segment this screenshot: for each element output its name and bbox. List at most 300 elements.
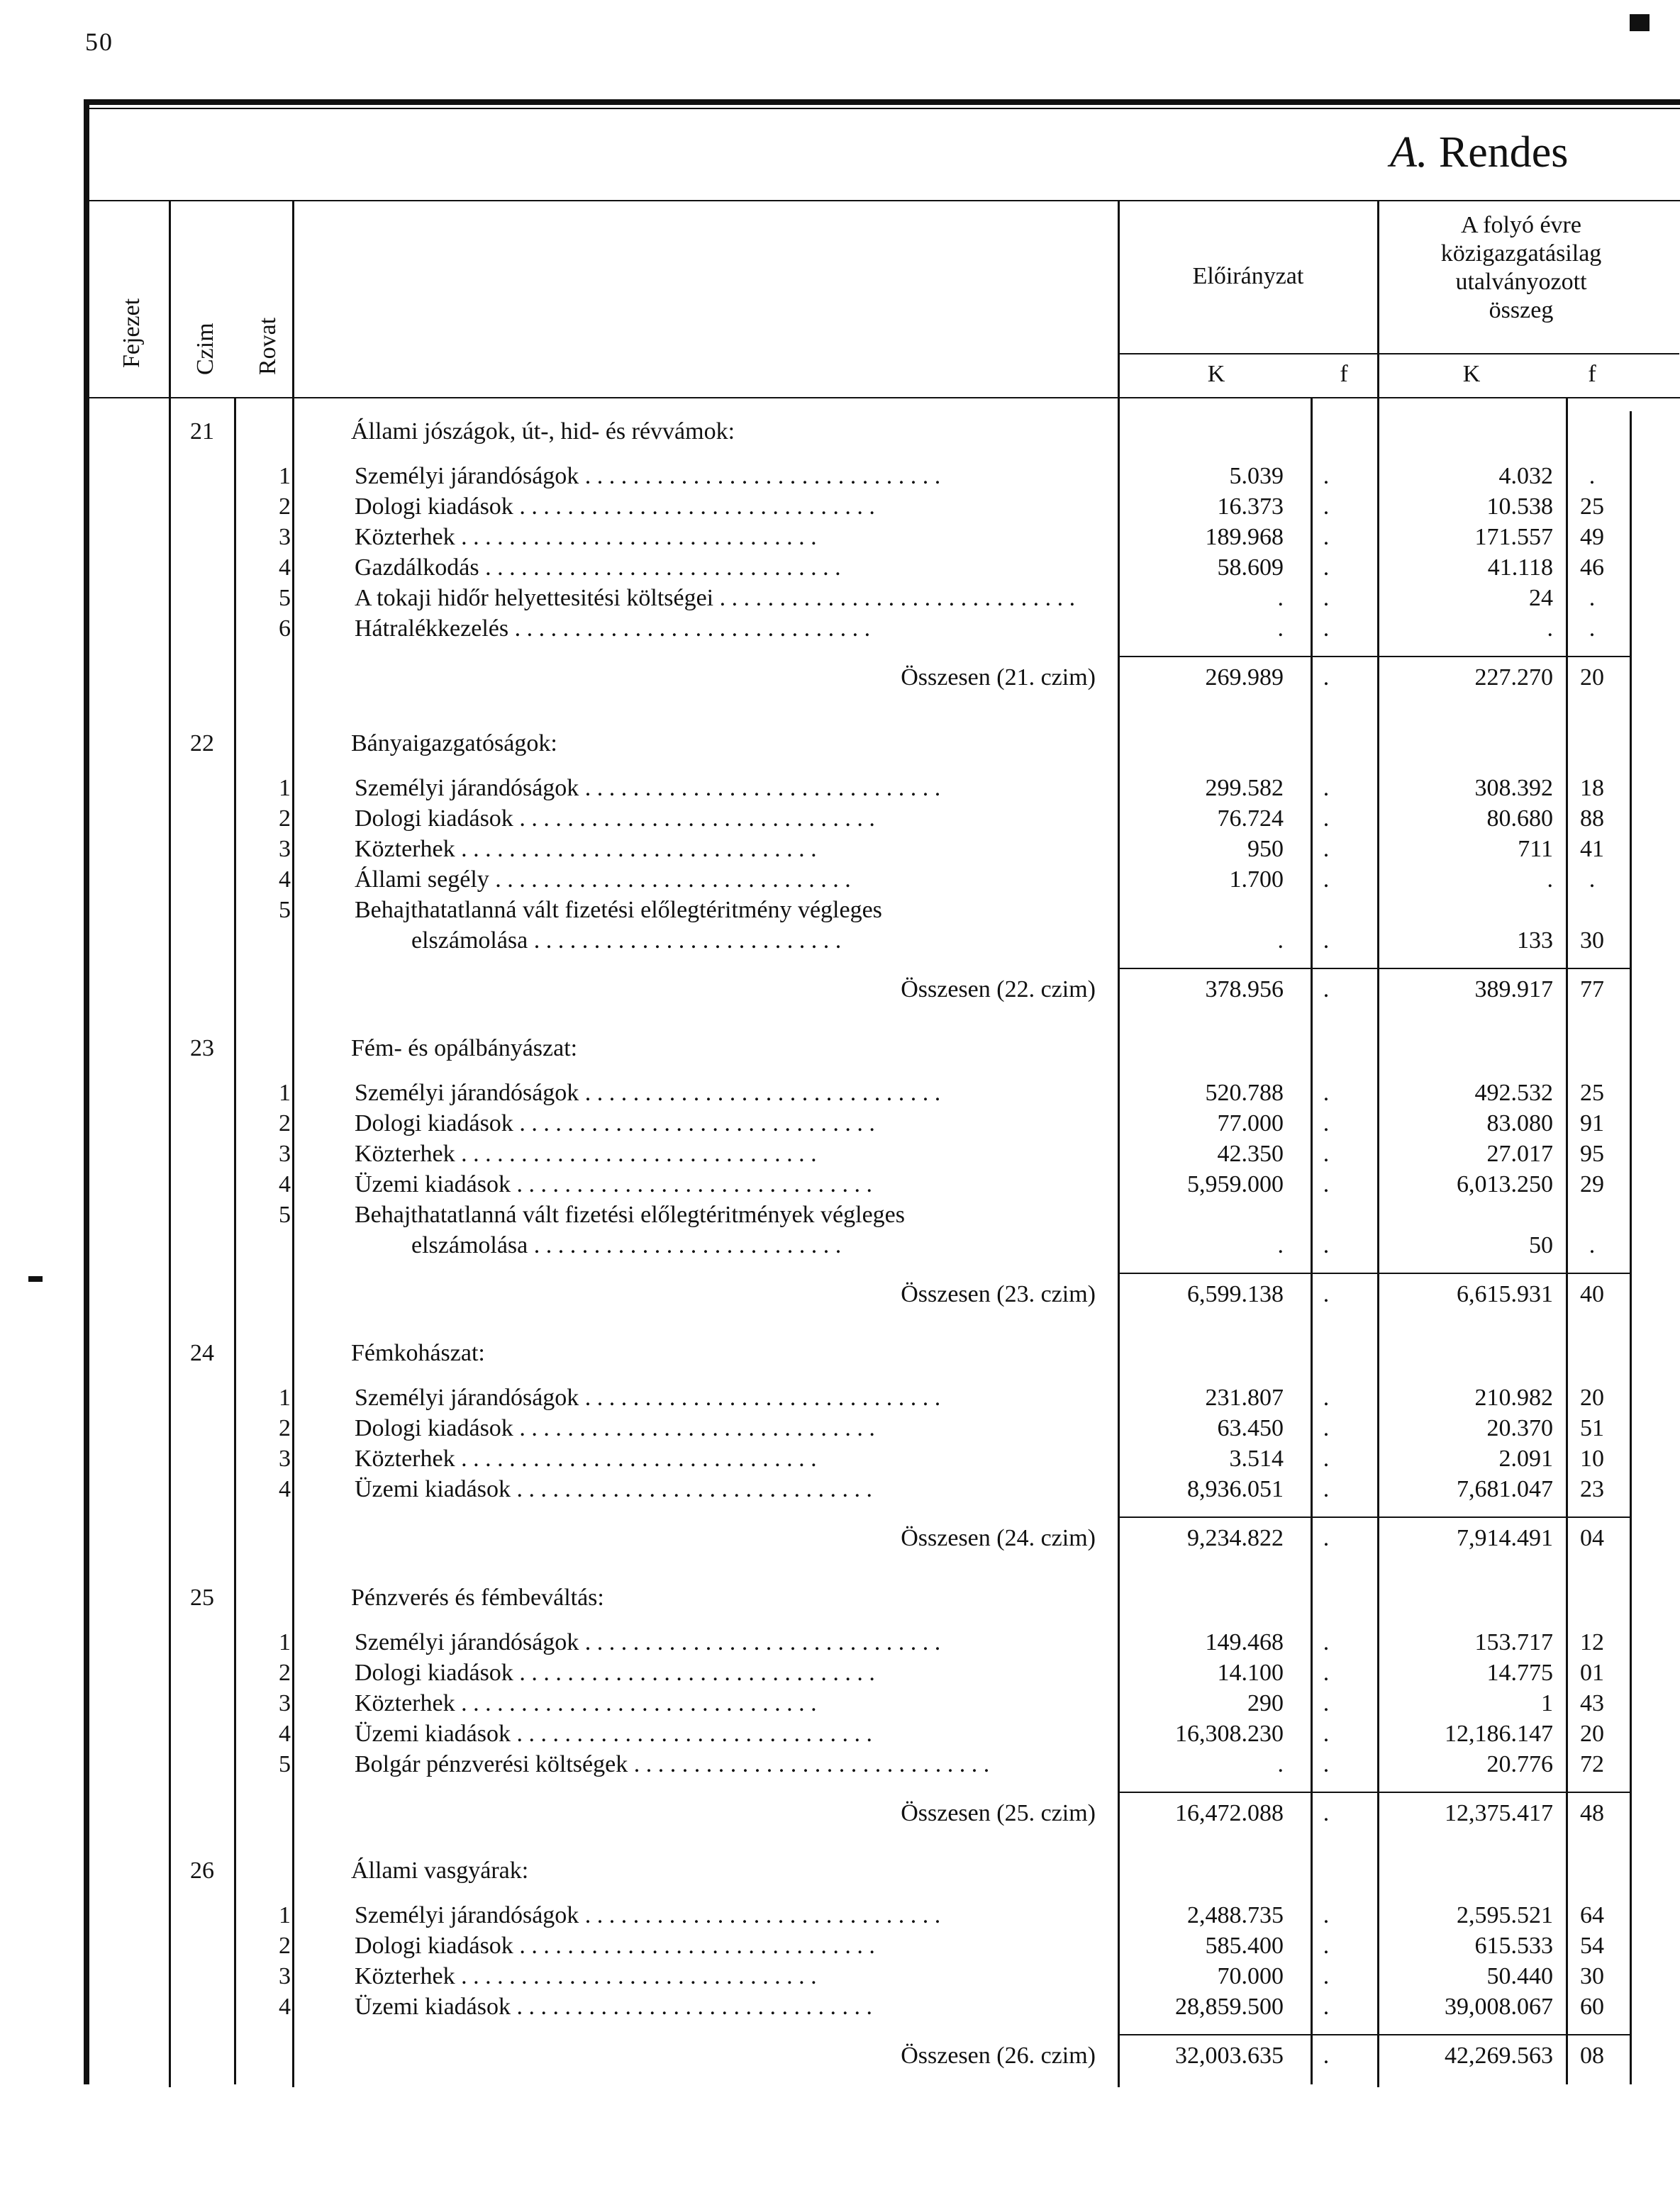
leader-dots: . . . . . . . . . . . . . . . . . . . . . . . . . . . . . .	[579, 1902, 941, 1928]
leader-dots: . . . . . . . . . . . . . . . . . . . . . . . . . . . . . .	[455, 1690, 817, 1716]
item-label	[355, 805, 1106, 832]
total-utalvanyozott-k: 389.917	[1474, 976, 1553, 1002]
utalvanyozott-k: 41.118	[1487, 554, 1553, 581]
subtotal-rule	[1119, 1516, 1630, 1518]
item-label-text: Üzemi kiadások	[355, 1171, 511, 1197]
utalvanyozott-k: 615.533	[1474, 1933, 1553, 1959]
section-title: Fémkohászat:	[351, 1340, 485, 1366]
utalvanyozott-f: 29	[1580, 1171, 1604, 1197]
header-kf-rule	[1119, 353, 1679, 354]
rovat-number: 5	[279, 1751, 291, 1777]
eloiranyzat-k: 58.609	[1217, 554, 1284, 581]
utalvanyozott-f: 88	[1580, 805, 1604, 832]
item-label-text: Közterhek	[355, 1963, 455, 1989]
title-rule	[89, 200, 1680, 201]
header-folyo-line2: közigazgatásilag	[1440, 240, 1602, 267]
total-eloiranyzat-k: 269.989	[1205, 664, 1284, 691]
leader-dots: . . . . . . . . . . . . . . . . . . . . . . . . . . . . . .	[455, 1141, 817, 1167]
utalvanyozott-f: 12	[1580, 1629, 1604, 1655]
leader-dots: . . . . . . . . . . . . . . . . . . . . . . . . . . . . . .	[511, 1476, 872, 1502]
item-label-text: Dologi kiadások	[355, 805, 513, 832]
item-label-text: Dologi kiadások	[355, 493, 513, 520]
eloiranyzat-k: 76.724	[1217, 805, 1284, 832]
rovat-number: 1	[279, 1629, 291, 1655]
leader-dots: . . . . . . . . . . . . . . . . . . . . . . . . . . . . . .	[489, 866, 851, 893]
eloiranyzat-f: .	[1323, 805, 1330, 832]
utalvanyozott-k: 6,013.250	[1457, 1171, 1553, 1197]
eloiranyzat-f: .	[1323, 1721, 1330, 1747]
header-folyo-line4: összeg	[1489, 297, 1554, 323]
leader-dots: . . . . . . . . . . . . . . . . . . . . . . . . . . . . . .	[511, 1721, 872, 1747]
item-label	[355, 1933, 1106, 1960]
utalvanyozott-k: 24	[1529, 585, 1553, 611]
leader-dots: . . . . . . . . . . . . . . . . . . . . . . . . . . . . . .	[579, 775, 941, 801]
item-label-text: Üzemi kiadások	[355, 1476, 511, 1502]
rovat-number: 1	[279, 1385, 291, 1411]
utalvanyozott-f: 25	[1580, 493, 1604, 520]
item-label	[355, 1385, 1106, 1412]
corner-mark	[1630, 14, 1650, 31]
total-eloiranyzat-k: 9,234.822	[1187, 1525, 1284, 1551]
header-fejezet: Fejezet	[118, 298, 145, 368]
item-label-text: A tokaji hidőr helyettesitési költségei	[355, 585, 714, 611]
table-row	[0, 1385, 1680, 1414]
eloiranyzat-k: 77.000	[1217, 1110, 1284, 1136]
utalvanyozott-f: 30	[1580, 1963, 1604, 1989]
table-row	[0, 1415, 1680, 1445]
rovat-number: 2	[279, 493, 291, 520]
czim-number: 25	[190, 1585, 214, 1611]
total-eloiranyzat-f: .	[1323, 664, 1330, 691]
utalvanyozott-k: 50.440	[1486, 1963, 1553, 1989]
eloiranyzat-k: 520.788	[1205, 1080, 1284, 1106]
total-utalvanyozott-f: 77	[1580, 976, 1604, 1002]
table-row	[0, 775, 1680, 805]
eloiranyzat-k: .	[1277, 1751, 1284, 1777]
item-label-text: Dologi kiadások	[355, 1110, 513, 1136]
item-label	[355, 1141, 1106, 1168]
leader-dots: . . . . . . . . . . . . . . . . . . . . . . . . . .	[528, 927, 842, 954]
item-label-text: Gazdálkodás	[355, 554, 479, 581]
total-eloiranyzat-f: .	[1323, 1281, 1330, 1307]
utalvanyozott-k: 10.538	[1486, 493, 1553, 520]
leader-dots: . . . . . . . . . . . . . . . . . . . . . . . . . . . . . .	[513, 493, 875, 520]
utalvanyozott-f: .	[1589, 585, 1596, 611]
subtotal-rule	[1119, 1273, 1630, 1274]
total-eloiranyzat-k: 6,599.138	[1187, 1281, 1284, 1307]
item-label-text: Behajthatatlanná vált fizetési előlegtéritmény végleges	[355, 897, 882, 923]
eloiranyzat-k: 189.968	[1205, 524, 1284, 550]
rovat-number: 3	[279, 1690, 291, 1716]
table-row	[0, 1629, 1680, 1659]
eloiranyzat-f: .	[1323, 615, 1330, 642]
utalvanyozott-f: 23	[1580, 1476, 1604, 1502]
utalvanyozott-k: 20.776	[1486, 1751, 1553, 1777]
total-utalvanyozott-k: 7,914.491	[1457, 1525, 1553, 1551]
total-label: Összesen (22. czim)	[901, 976, 1096, 1002]
eloiranyzat-f: .	[1323, 585, 1330, 611]
item-label	[355, 463, 1106, 490]
item-label	[355, 1902, 1106, 1929]
table-row	[0, 463, 1680, 493]
table-row	[0, 1690, 1680, 1720]
item-label	[355, 1476, 1106, 1503]
czim-number: 22	[190, 730, 214, 756]
item-label-text: Közterhek	[355, 836, 455, 862]
section-title: Bányaigazgatóságok:	[351, 730, 557, 756]
utalvanyozott-k: 20.370	[1486, 1415, 1553, 1441]
header-bottom-rule	[89, 397, 1680, 398]
header-rovat: Rovat	[255, 317, 281, 375]
utalvanyozott-f: 41	[1580, 836, 1604, 862]
utalvanyozott-k: 39,008.067	[1445, 1994, 1553, 2020]
utalvanyozott-f: 49	[1580, 524, 1604, 550]
section-heading-row	[0, 1858, 1680, 1887]
header-czim: Czim	[192, 323, 218, 375]
item-label-text: Közterhek	[355, 524, 455, 550]
item-label-text: Dologi kiadások	[355, 1660, 513, 1686]
eloiranyzat-f: .	[1323, 1080, 1330, 1106]
utalvanyozott-k: 2.091	[1498, 1446, 1553, 1472]
total-row	[0, 1525, 1680, 1555]
section-title: Állami vasgyárak:	[351, 1858, 529, 1884]
eloiranyzat-f: .	[1323, 1690, 1330, 1716]
eloiranyzat-f: .	[1323, 1385, 1330, 1411]
eloiranyzat-k: 2,488.735	[1187, 1902, 1284, 1928]
total-label: Összesen (23. czim)	[901, 1281, 1096, 1307]
item-label-text: elszámolása	[411, 1232, 528, 1258]
utalvanyozott-k: 2,595.521	[1457, 1902, 1553, 1928]
item-label	[355, 1415, 1106, 1442]
rovat-number: 3	[279, 1141, 291, 1167]
rovat-number: 2	[279, 805, 291, 832]
eloiranyzat-k: 299.582	[1205, 775, 1284, 801]
eloiranyzat-k: 28,859.500	[1175, 1994, 1284, 2020]
table-row	[0, 585, 1680, 615]
total-utalvanyozott-f: 40	[1580, 1281, 1604, 1307]
total-label: Összesen (24. czim)	[901, 1525, 1096, 1551]
item-label	[355, 1690, 1106, 1717]
utalvanyozott-k: .	[1547, 866, 1553, 893]
header-folyo-line1: A folyó évre	[1461, 212, 1581, 238]
item-label	[355, 493, 1106, 520]
total-eloiranyzat-k: 378.956	[1205, 976, 1284, 1002]
eloiranyzat-k: .	[1277, 927, 1284, 954]
utalvanyozott-f: 43	[1580, 1690, 1604, 1716]
rovat-number: 6	[279, 615, 291, 642]
rovat-number: 4	[279, 1994, 291, 2020]
eloiranyzat-k: 8,936.051	[1187, 1476, 1284, 1502]
total-eloiranyzat-f: .	[1323, 1800, 1330, 1826]
eloiranyzat-f: .	[1323, 1415, 1330, 1441]
eloiranyzat-f: .	[1323, 1141, 1330, 1167]
utalvanyozott-k: 12,186.147	[1445, 1721, 1553, 1747]
header-f2: f	[1588, 361, 1596, 387]
eloiranyzat-f: .	[1323, 1660, 1330, 1686]
total-utalvanyozott-k: 227.270	[1474, 664, 1553, 691]
table-row	[0, 1994, 1680, 2023]
utalvanyozott-k: 14.775	[1486, 1660, 1553, 1686]
leader-dots: . . . . . . . . . . . . . . . . . . . . . . . . . . . . . .	[579, 463, 941, 489]
utalvanyozott-f: 30	[1580, 927, 1604, 954]
total-row	[0, 2043, 1680, 2072]
section-heading-row	[0, 1340, 1680, 1370]
utalvanyozott-k: 492.532	[1474, 1080, 1553, 1106]
table-row	[0, 554, 1680, 584]
rovat-number: 3	[279, 1446, 291, 1472]
total-utalvanyozott-f: 04	[1580, 1525, 1604, 1551]
eloiranyzat-f: .	[1323, 1902, 1330, 1928]
total-utalvanyozott-f: 48	[1580, 1800, 1604, 1826]
subtotal-rule	[1119, 968, 1630, 969]
eloiranyzat-f: .	[1323, 1994, 1330, 2020]
table-row	[0, 1963, 1680, 1993]
rovat-number: 1	[279, 1902, 291, 1928]
eloiranyzat-k: 63.450	[1217, 1415, 1284, 1441]
leader-dots: . . . . . . . . . . . . . . . . . . . . . . . . . . . . . .	[511, 1171, 872, 1197]
section-heading-row	[0, 418, 1680, 448]
rovat-number: 4	[279, 1721, 291, 1747]
item-label	[355, 836, 1106, 863]
item-label-text: Személyi járandóságok	[355, 1385, 579, 1411]
utalvanyozott-f: 95	[1580, 1141, 1604, 1167]
total-eloiranyzat-k: 16,472.088	[1175, 1800, 1284, 1826]
utalvanyozott-k: 83.080	[1486, 1110, 1553, 1136]
leader-dots: . . . . . . . . . . . . . . . . . . . . . . . . . . . . . .	[479, 554, 841, 581]
table-row	[0, 1141, 1680, 1171]
item-label-text: Személyi járandóságok	[355, 1629, 579, 1655]
total-row	[0, 976, 1680, 1006]
total-utalvanyozott-f: 08	[1580, 2043, 1604, 2069]
item-label-text: Állami segély	[355, 866, 489, 893]
eloiranyzat-f: .	[1323, 1476, 1330, 1502]
eloiranyzat-k: 14.100	[1217, 1660, 1284, 1686]
eloiranyzat-f: .	[1323, 866, 1330, 893]
rovat-number: 5	[279, 897, 291, 923]
section-title: Állami jószágok, út-, hid- és révvámok:	[351, 418, 735, 445]
item-label-cont	[411, 1232, 1106, 1259]
item-label	[355, 585, 1106, 612]
total-utalvanyozott-k: 6,615.931	[1457, 1281, 1553, 1307]
eloiranyzat-k: .	[1277, 615, 1284, 642]
utalvanyozott-f: .	[1589, 615, 1596, 642]
total-row	[0, 1281, 1680, 1311]
utalvanyozott-f: 60	[1580, 1994, 1604, 2020]
subtotal-rule	[1119, 1792, 1630, 1793]
table-row	[0, 897, 1680, 927]
leader-dots: . . . . . . . . . . . . . . . . . . . . . . . . . . . . . .	[513, 1415, 875, 1441]
utalvanyozott-k: 171.557	[1474, 524, 1553, 550]
eloiranyzat-k: 5.039	[1229, 463, 1284, 489]
eloiranyzat-k: 16.373	[1217, 493, 1284, 520]
rovat-number: 3	[279, 524, 291, 550]
total-row	[0, 664, 1680, 694]
utalvanyozott-f: 25	[1580, 1080, 1604, 1106]
eloiranyzat-k: 290	[1247, 1690, 1284, 1716]
table-row	[0, 1721, 1680, 1750]
rovat-number: 2	[279, 1660, 291, 1686]
eloiranyzat-k: 149.468	[1205, 1629, 1284, 1655]
czim-number: 21	[190, 418, 214, 445]
table-row	[0, 615, 1680, 645]
item-label-text: elszámolása	[411, 927, 528, 954]
eloiranyzat-k: 950	[1247, 836, 1284, 862]
table-row	[0, 1476, 1680, 1506]
eloiranyzat-f: .	[1323, 1446, 1330, 1472]
leader-dots: . . . . . . . . . . . . . . . . . . . . . . . . . . . . . .	[513, 1660, 875, 1686]
section-heading-row	[0, 1585, 1680, 1614]
utalvanyozott-f: 20	[1580, 1721, 1604, 1747]
table-row	[0, 1660, 1680, 1689]
item-label	[355, 897, 882, 924]
eloiranyzat-k: 1.700	[1229, 866, 1284, 893]
eloiranyzat-f: .	[1323, 836, 1330, 862]
item-label	[355, 1629, 1106, 1656]
rovat-number: 5	[279, 1202, 291, 1228]
item-label-text: Közterhek	[355, 1446, 455, 1472]
table-row	[0, 1171, 1680, 1201]
leader-dots: . . . . . . . . . . . . . . . . . . . . . . . . . . . . . .	[455, 524, 817, 550]
rovat-number: 1	[279, 775, 291, 801]
title-letter: A.	[1390, 128, 1428, 177]
table-row	[0, 836, 1680, 866]
leader-dots: . . . . . . . . . . . . . . . . . . . . . . . . . . . . . .	[455, 836, 817, 862]
item-label-text: Behajthatatlanná vált fizetési előlegtéritmények végleges	[355, 1202, 906, 1228]
section-heading-row	[0, 1035, 1680, 1065]
eloiranyzat-k: 70.000	[1217, 1963, 1284, 1989]
eloiranyzat-k: 42.350	[1217, 1141, 1284, 1167]
utalvanyozott-f: .	[1589, 463, 1596, 489]
utalvanyozott-k: 27.017	[1486, 1141, 1553, 1167]
header-folyo-evre	[1379, 211, 1663, 325]
item-label	[355, 1202, 905, 1229]
eloiranyzat-k: 3.514	[1229, 1446, 1284, 1472]
utalvanyozott-k: 1	[1541, 1690, 1553, 1716]
utalvanyozott-f: 51	[1580, 1415, 1604, 1441]
rovat-number: 1	[279, 463, 291, 489]
rovat-number: 3	[279, 836, 291, 862]
leader-dots: . . . . . . . . . . . . . . . . . . . . . . . . . . . . . .	[513, 805, 875, 832]
czim-number: 26	[190, 1858, 214, 1884]
item-label-text: Bolgár pénzverési költségek	[355, 1751, 628, 1777]
total-eloiranyzat-f: .	[1323, 976, 1330, 1002]
table-row	[0, 1902, 1680, 1932]
leader-dots: . . . . . . . . . . . . . . . . . . . . . . . . . . . . . .	[713, 585, 1076, 611]
utalvanyozott-k: 153.717	[1474, 1629, 1553, 1655]
item-label	[355, 554, 1106, 581]
item-label-cont	[411, 927, 1106, 954]
utalvanyozott-k: 133	[1517, 927, 1553, 954]
rovat-number: 2	[279, 1110, 291, 1136]
utalvanyozott-k: 4.032	[1498, 463, 1553, 489]
subtotal-rule	[1119, 2034, 1630, 2035]
eloiranyzat-f: .	[1323, 554, 1330, 581]
frame-top-rule	[84, 99, 1680, 105]
total-label: Összesen (25. czim)	[901, 1800, 1096, 1826]
eloiranyzat-k: .	[1277, 1232, 1284, 1258]
table-row	[0, 524, 1680, 554]
total-eloiranyzat-f: .	[1323, 1525, 1330, 1551]
item-label-text: Közterhek	[355, 1141, 455, 1167]
eloiranyzat-f: .	[1323, 524, 1330, 550]
item-label-text: Hátralékkezelés	[355, 615, 509, 642]
leader-dots: . . . . . . . . . . . . . . . . . . . . . . . . . . . . . .	[455, 1446, 817, 1472]
header-k1: K	[1207, 361, 1225, 387]
item-label	[355, 1721, 1106, 1748]
utalvanyozott-k: 210.982	[1474, 1385, 1553, 1411]
eloiranyzat-f: .	[1323, 775, 1330, 801]
total-eloiranyzat-f: .	[1323, 2043, 1330, 2069]
utalvanyozott-f: 64	[1580, 1902, 1604, 1928]
item-label-text: Személyi járandóságok	[355, 775, 579, 801]
eloiranyzat-f: .	[1323, 1751, 1330, 1777]
utalvanyozott-f: 46	[1580, 554, 1604, 581]
leader-dots: . . . . . . . . . . . . . . . . . . . . . . . . . . . . . .	[508, 615, 871, 642]
title-word: Rendes	[1438, 128, 1569, 177]
table-row	[0, 805, 1680, 835]
utalvanyozott-f: 72	[1580, 1751, 1604, 1777]
utalvanyozott-k: .	[1547, 615, 1553, 642]
czim-number: 24	[190, 1340, 214, 1366]
utalvanyozott-f: 18	[1580, 775, 1604, 801]
table-row	[0, 866, 1680, 896]
item-label	[355, 1080, 1106, 1107]
leader-dots: . . . . . . . . . . . . . . . . . . . . . . . . . . . . . .	[513, 1110, 875, 1136]
eloiranyzat-f: .	[1323, 927, 1330, 954]
total-label: Összesen (21. czim)	[901, 664, 1096, 691]
eloiranyzat-k: .	[1277, 585, 1284, 611]
rovat-number: 4	[279, 866, 291, 893]
rovat-number: 2	[279, 1933, 291, 1959]
frame-top-rule-thin	[84, 108, 1680, 109]
utalvanyozott-f: .	[1589, 1232, 1596, 1258]
item-label	[355, 1171, 1106, 1198]
total-utalvanyozott-k: 12,375.417	[1445, 1800, 1553, 1826]
rovat-number: 4	[279, 554, 291, 581]
eloiranyzat-f: .	[1323, 1171, 1330, 1197]
leader-dots: . . . . . . . . . . . . . . . . . . . . . . . . . . . . . .	[455, 1963, 817, 1989]
header-folyo-line3: utalványozott	[1455, 269, 1587, 295]
utalvanyozott-f: 01	[1580, 1660, 1604, 1686]
page-title	[1390, 128, 1568, 178]
item-label-text: Közterhek	[355, 1690, 455, 1716]
header-k2: K	[1462, 361, 1481, 387]
utalvanyozott-k: 308.392	[1474, 775, 1553, 801]
rovat-number: 4	[279, 1171, 291, 1197]
header-eloiranyzat: Előirányzat	[1192, 263, 1304, 289]
item-label-text: Személyi járandóságok	[355, 463, 579, 489]
table-row	[0, 493, 1680, 523]
eloiranyzat-f: .	[1323, 1629, 1330, 1655]
leader-dots: . . . . . . . . . . . . . . . . . . . . . . . . . . . . . .	[628, 1751, 990, 1777]
subtotal-rule	[1119, 656, 1630, 657]
table-row	[0, 1751, 1680, 1781]
item-label	[355, 1660, 1106, 1687]
item-label	[355, 1994, 1106, 2021]
total-utalvanyozott-f: 20	[1580, 664, 1604, 691]
table-row-continuation	[0, 927, 1680, 957]
rovat-number: 3	[279, 1963, 291, 1989]
leader-dots: . . . . . . . . . . . . . . . . . . . . . . . . . . . . . .	[513, 1933, 875, 1959]
utalvanyozott-f: 54	[1580, 1933, 1604, 1959]
item-label	[355, 524, 1106, 551]
eloiranyzat-f: .	[1323, 463, 1330, 489]
utalvanyozott-k: 50	[1529, 1232, 1553, 1258]
item-label-text: Dologi kiadások	[355, 1415, 513, 1441]
eloiranyzat-f: .	[1323, 1232, 1330, 1258]
table-row	[0, 1933, 1680, 1962]
rovat-number: 2	[279, 1415, 291, 1441]
